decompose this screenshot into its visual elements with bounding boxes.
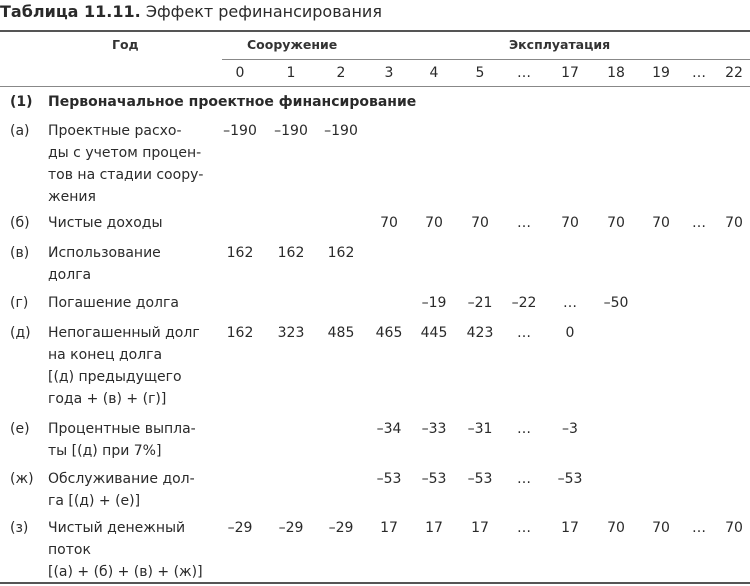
table-cell: 70: [652, 215, 670, 231]
table-cell: –21: [467, 295, 493, 311]
row-label-line: ты [(д) при 7%]: [48, 443, 162, 459]
table-cell: 485: [327, 325, 355, 341]
row-label: [48, 120, 203, 208]
table-caption: [0, 0, 382, 26]
table-cell: …: [517, 471, 531, 487]
table-cell: …: [692, 215, 706, 231]
row-label-line: поток: [48, 542, 91, 558]
table-cell: –190: [223, 123, 257, 139]
year-header-cell: 0: [235, 65, 245, 81]
row-index: (г): [10, 295, 29, 311]
table-cell: –53: [557, 471, 583, 487]
table-cell: 70: [561, 215, 579, 231]
table-cell: 162: [277, 245, 305, 261]
table-cell: –29: [278, 520, 304, 536]
row-label: [48, 418, 196, 462]
table-cell: –31: [467, 421, 493, 437]
year-header-cell: …: [517, 65, 531, 81]
row-index: (ж): [10, 471, 34, 487]
table-cell: 17: [471, 520, 489, 536]
table-cell: –22: [511, 295, 537, 311]
row-index: (б): [10, 215, 30, 231]
row-label-line: га [(д) + (е)]: [48, 493, 141, 509]
table-cell: 70: [725, 520, 743, 536]
row-label-line: жения: [48, 189, 96, 205]
top-rule: [0, 30, 750, 32]
row-label-line: года + (в) + (г)]: [48, 391, 167, 407]
year-header-cell: …: [692, 65, 706, 81]
row-label: [48, 468, 195, 512]
table-cell: 17: [425, 520, 443, 536]
year-header-cell: 18: [607, 65, 625, 81]
row-label-line: [(д) предыдущего: [48, 369, 182, 385]
table-cell: …: [517, 421, 531, 437]
table-cell: –53: [467, 471, 493, 487]
section-title: Первоначальное проектное финансирование: [48, 94, 417, 110]
table-cell: 70: [652, 520, 670, 536]
table-cell: 162: [226, 245, 254, 261]
bottom-rule: [0, 582, 750, 584]
year-header-cell: 5: [475, 65, 485, 81]
table-cell: …: [517, 520, 531, 536]
row-label-line: Использование: [48, 245, 161, 261]
table-cell: –3: [562, 421, 578, 437]
table-cell: –29: [227, 520, 253, 536]
table-cell: 70: [607, 520, 625, 536]
table-cell: 70: [725, 215, 743, 231]
row-label-line: Непогашенный долг: [48, 325, 200, 341]
year-header-cell: 4: [429, 65, 439, 81]
year-header-cell: 2: [336, 65, 346, 81]
row-index: (д): [10, 325, 31, 341]
row-label: [48, 292, 179, 314]
caption-title: Эффект рефинансирования: [145, 2, 382, 21]
table-cell: 17: [380, 520, 398, 536]
row-index: (з): [10, 520, 29, 536]
table-cell: 423: [466, 325, 494, 341]
header-rule: [0, 86, 750, 87]
row-index: (а): [10, 123, 30, 139]
year-header-cell: 3: [384, 65, 394, 81]
row-label: [48, 212, 163, 234]
table-cell: 162: [226, 325, 254, 341]
table-cell: 162: [327, 245, 355, 261]
table-cell: 70: [471, 215, 489, 231]
table-cell: –190: [324, 123, 358, 139]
table-cell: –53: [376, 471, 402, 487]
row-label: [48, 322, 200, 410]
table-cell: 70: [380, 215, 398, 231]
table-cell: 17: [561, 520, 579, 536]
table-cell: …: [517, 215, 531, 231]
row-label-line: Чистый денежный: [48, 520, 186, 536]
caption-number: Таблица 11.11.: [0, 2, 141, 21]
year-header-cell: 19: [652, 65, 670, 81]
table-cell: –190: [274, 123, 308, 139]
table-cell: –33: [421, 421, 447, 437]
table-cell: 70: [607, 215, 625, 231]
section-index: (1): [10, 94, 33, 110]
row-label-line: ды с учетом процен-: [48, 145, 202, 161]
table-cell: …: [563, 295, 577, 311]
row-label-line: Проектные расхо-: [48, 123, 182, 139]
table-cell: –53: [421, 471, 447, 487]
row-label-line: Процентные выпла-: [48, 421, 196, 437]
year-header-cell: 17: [561, 65, 579, 81]
table-cell: –50: [603, 295, 629, 311]
row-label-line: тов на стадии соору-: [48, 167, 204, 183]
table-cell: 323: [277, 325, 305, 341]
table-cell: 70: [425, 215, 443, 231]
row-label-line: на конец долга: [48, 347, 163, 363]
row-label-line: Обслуживание дол-: [48, 471, 195, 487]
year-header: Год: [112, 37, 139, 52]
row-label-line: Погашение долга: [48, 295, 179, 311]
table-cell: …: [692, 520, 706, 536]
subheader-rule: [222, 59, 750, 60]
row-label: [48, 242, 161, 286]
year-header-cell: 22: [725, 65, 743, 81]
row-index: (в): [10, 245, 30, 261]
table-cell: …: [517, 325, 531, 341]
table-cell: 445: [420, 325, 448, 341]
row-index: (е): [10, 421, 30, 437]
row-label-line: [(а) + (б) + (в) + (ж)]: [48, 564, 203, 580]
table-cell: 465: [375, 325, 403, 341]
table-cell: –19: [421, 295, 447, 311]
table-cell: –34: [376, 421, 402, 437]
table-cell: –29: [328, 520, 354, 536]
year-header-cell: 1: [286, 65, 296, 81]
construction-header: Сооружение: [247, 37, 338, 52]
row-label: [48, 517, 203, 583]
table-cell: 0: [565, 325, 575, 341]
row-label-line: долга: [48, 267, 92, 283]
row-label-line: Чистые доходы: [48, 215, 163, 231]
operation-header: Эксплуатация: [509, 37, 611, 52]
